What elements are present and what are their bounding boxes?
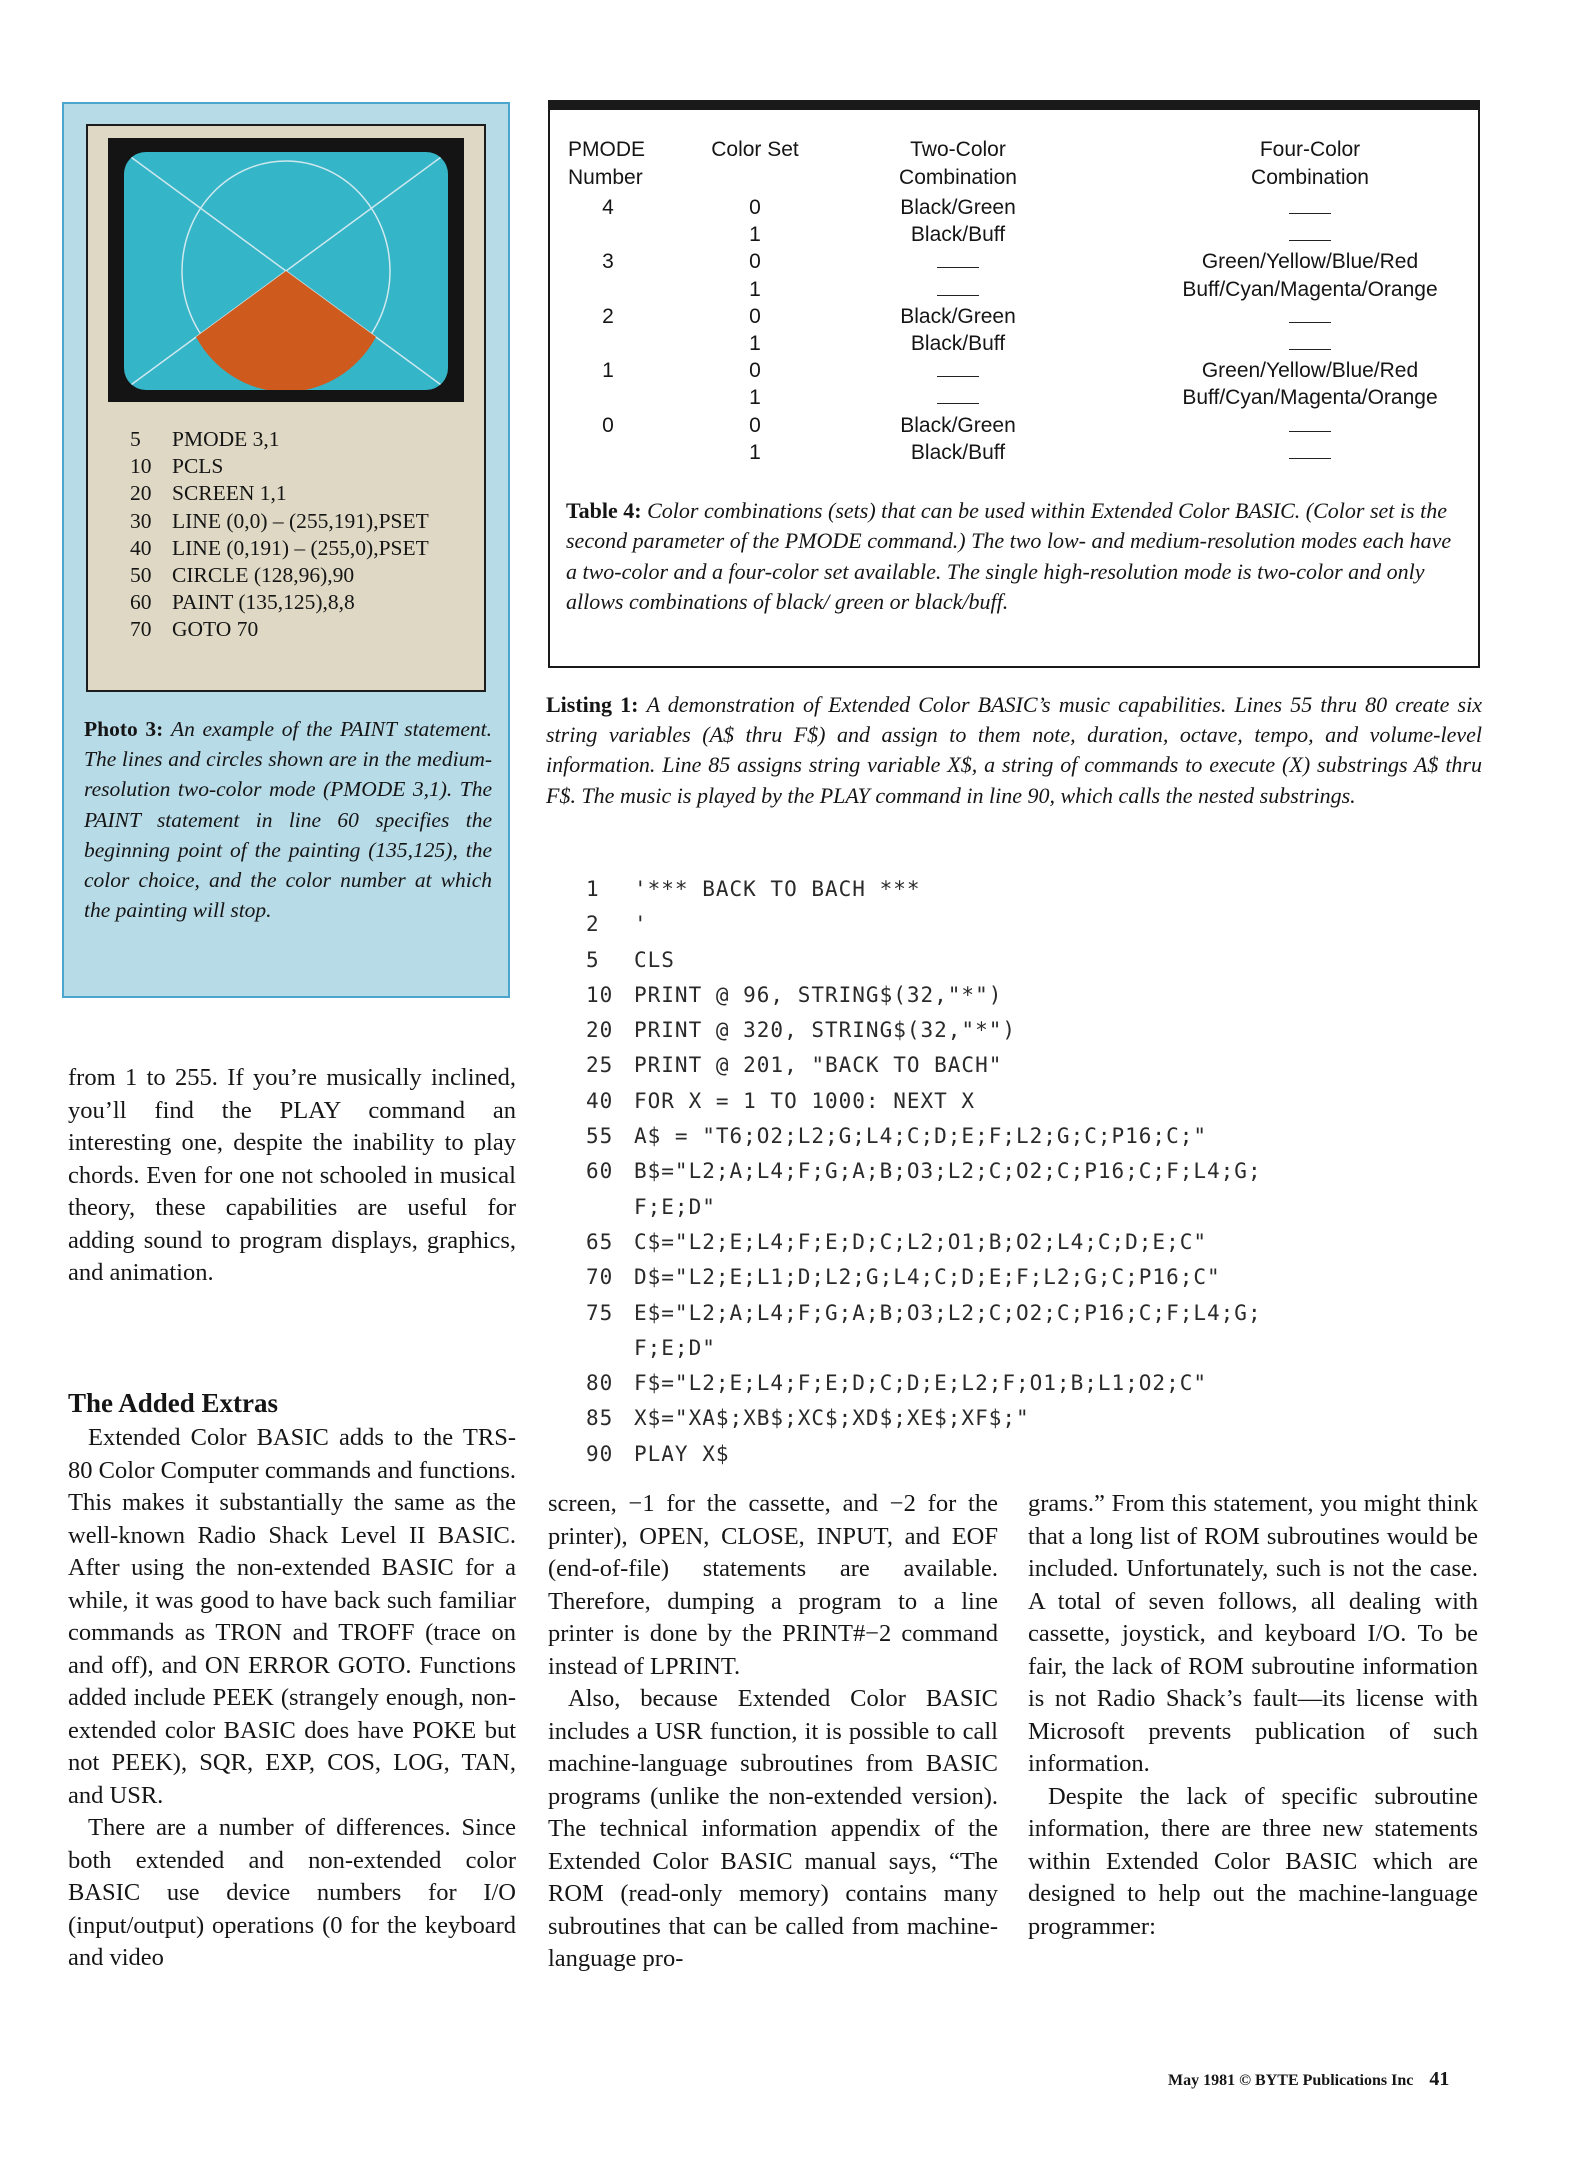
listing-line (130, 508, 429, 535)
listing-line (130, 535, 429, 562)
code-line (586, 1190, 1262, 1225)
column-1-intro (68, 1062, 516, 1290)
code-line-text: E$="L2;A;L4;F;G;A;B;O3;L2;C;O2;C;P16;C;F;L4;G; (634, 1300, 1262, 1325)
paragraph: screen, −1 for the cassette, and −2 for the printer), OPEN, CLOSE, INPUT, and EOF (end-of-file) statements are available. Therefore, dumping a program to a line printer is done by the PRINT#−2 command instead of LPRINT. (548, 1490, 998, 1680)
paragraph: Despite the lack of specific subroutine information, there are three new statements within Extended Color BASIC which are designed to help out the machine-language programmer: (1028, 1782, 1478, 1940)
crt-screen (124, 152, 448, 390)
empty-dash (1289, 335, 1331, 350)
listing-line (130, 589, 429, 616)
header-four-line1: Four-Color (1259, 138, 1361, 161)
code-line-number: 85 (586, 1406, 614, 1431)
cell-two-color (828, 276, 1088, 303)
listing-line (130, 616, 429, 643)
code-line-text: '*** BACK TO BACH *** (634, 877, 921, 901)
code-line (586, 1084, 1262, 1119)
header-pmode-line1: PMODE (568, 138, 646, 161)
header-four-color (1160, 136, 1460, 192)
listing-1-code (586, 872, 1262, 1472)
line-number: 30 (130, 508, 152, 533)
code-line-text: FOR X = 1 TO 1000: NEXT X (634, 1088, 976, 1113)
code-line-number: 70 (586, 1265, 614, 1290)
paragraph: from 1 to 255. If you’re musically inclined, you’ll find the PLAY command an interesting one, despite the inability to play chords. Even for one not schooled in musical theory, these capabilities are useful for adding sound to program displays, graphics, and animation. (68, 1064, 516, 1286)
header-pmode-line2: Number (568, 166, 643, 189)
code-line-number: 1 (586, 877, 600, 901)
cell-four-color (1160, 194, 1460, 221)
page-footer (1168, 2068, 1449, 2091)
cell-four-color: Buff/Cyan/Magenta/Orange (1182, 277, 1438, 301)
column-1-body (68, 1422, 516, 1975)
cell-two-color (828, 248, 1088, 275)
photo-3-caption (84, 714, 492, 925)
code-line (586, 907, 1262, 942)
code-line-text: B$="L2;A;L4;F;G;A;B;O3;L2;C;O2;C;P16;C;F;L4;G; (634, 1159, 1262, 1184)
code-line-number (586, 1190, 634, 1225)
code-line-number: 65 (586, 1229, 614, 1254)
crt-monitor (108, 138, 464, 402)
empty-dash (937, 362, 979, 377)
code-line-text: F;E;D" (634, 1194, 716, 1219)
section-heading: The Added Extras (68, 1388, 279, 1418)
code-line-number: 75 (586, 1300, 614, 1325)
cell-colorset: 1 (749, 223, 761, 247)
cell-four-color (1160, 303, 1460, 330)
code-line (586, 978, 1262, 1013)
empty-dash (937, 389, 979, 404)
empty-dash (937, 281, 979, 296)
code-line-text: ' (634, 912, 648, 937)
line-number: 5 (130, 427, 141, 451)
code-line (586, 1013, 1262, 1048)
code-line (586, 1154, 1262, 1189)
line-code: LINE (0,191) – (255,0),PSET (172, 535, 429, 560)
cell-pmode: 4 (602, 196, 614, 219)
code-line (586, 1437, 1262, 1472)
code-line-text: PLAY X$ (634, 1441, 730, 1466)
empty-dash (1289, 226, 1331, 241)
code-line-number: 25 (586, 1053, 614, 1078)
code-line-number: 60 (586, 1159, 614, 1184)
header-four-line2: Combination (1251, 166, 1369, 189)
paragraph: Also, because Extended Color BASIC includes a USR function, it is possible to call machine-language subroutines from BASIC programs (unlike the non-extended version). The technical information appendix of the Extended Color BASIC manual says, “The ROM (read-only memory) contains many subroutines that can be called from machine-language pro- (548, 1685, 998, 1972)
listing-line (130, 562, 429, 589)
code-line-text: PRINT @ 201, "BACK TO BACH" (634, 1053, 1003, 1078)
listing-line (130, 453, 429, 480)
cell-two-color: Black/Buff (910, 223, 1006, 247)
cell-pmode: 3 (602, 250, 614, 274)
code-line-text: F;E;D" (634, 1335, 716, 1360)
empty-dash (1289, 199, 1331, 214)
header-two-line1: Two-Color (910, 138, 1006, 161)
cell-colorset: 1 (749, 332, 761, 355)
line-number: 20 (130, 481, 152, 506)
line-code: LINE (0,0) – (255,191),PSET (172, 508, 429, 533)
paint-demo-graphic (124, 152, 448, 390)
table-caption-text: Color combinations (sets) that can be used within Extended Color BASIC. (Color set is the second parameter of the PMODE command.) The two low- and medium-resolution modes each have a two-color and a four-color set available. The single high-resolution mode is two-color and only allows combinations of black/ green or black/buff. (566, 498, 1452, 615)
cell-four-color: Green/Yellow/Blue/Red (1201, 250, 1419, 274)
line-code: PAINT (135,125),8,8 (172, 590, 355, 615)
line-number: 10 (130, 454, 152, 479)
code-line (586, 1401, 1262, 1436)
table-caption-label: Table 4: (566, 498, 642, 523)
cell-two-color: Black/Green (900, 196, 1016, 219)
footer-credit: May 1981 © BYTE Publications Inc (1168, 2072, 1414, 2089)
photo-3-listing (130, 426, 429, 644)
line-number: 40 (130, 535, 152, 560)
cell-colorset: 0 (749, 413, 761, 437)
code-line-number: 5 (586, 947, 600, 972)
cell-two-color: Black/Green (900, 413, 1016, 437)
line-code: SCREEN 1,1 (172, 481, 287, 506)
paragraph: Extended Color BASIC adds to the TRS-80 Color Computer commands and functions. This makes it substantially the same as the well-known Radio Shack Level II BASIC. After using the non-extended BASIC for a while, it was good to have back such familiar commands as TRON and TROFF (trace on and off), and ON ERROR GOTO. Functions added include PEEK (strangely enough, non-extended color BASIC does have POKE but not PEEK), SQR, EXP, COS, LOG, TAN, and USR. (68, 1424, 516, 1809)
cell-pmode: 2 (602, 304, 614, 328)
code-line-number (586, 1331, 634, 1366)
cell-colorset: 1 (749, 277, 761, 301)
cell-four-color: Buff/Cyan/Magenta/Orange (1182, 386, 1438, 410)
code-line-text: C$="L2;E;L4;F;E;D;C;L2;O1;B;O2;L4;C;D;E;C" (634, 1229, 1208, 1254)
code-line-text: D$="L2;E;L1;D;L2;G;L4;C;D;E;F;L2;G;C;P16;C" (634, 1265, 1221, 1290)
listing-caption-text: A demonstration of Extended Color BASIC’s music capabilities. Lines 55 thru 80 create six string variables (A$ thru F$) and assign to them note, duration, octave, tempo, and volume-level information. Line 85 assigns string variable X$, a string of commands to execute (X) substrings A$ thru F$. The music is played by the PLAY command in line 90, which calls the nested substrings. (546, 692, 1482, 808)
listing-caption-label: Listing 1: (546, 692, 639, 717)
empty-dash (1289, 417, 1331, 432)
line-code: CIRCLE (128,96),90 (172, 563, 355, 588)
code-line (586, 1048, 1262, 1083)
code-line (586, 1296, 1262, 1331)
empty-dash (1289, 444, 1331, 459)
code-line-text: A$ = "T6;O2;L2;G;L4;C;D;E;F;L2;G;C;P16;C;" (634, 1124, 1208, 1149)
cell-pmode: 0 (602, 413, 614, 437)
code-line-number: 2 (586, 912, 600, 937)
cell-pmode: 1 (602, 359, 614, 383)
line-number: 50 (130, 563, 152, 588)
cell-two-color: Black/Buff (910, 440, 1006, 464)
cell-colorset: 0 (749, 250, 761, 274)
code-line-number: 10 (586, 982, 614, 1007)
code-line (586, 1331, 1262, 1366)
code-line (586, 1260, 1262, 1295)
cell-colorset: 0 (749, 304, 761, 328)
line-code: GOTO 70 (172, 617, 259, 642)
header-two-line2: Combination (899, 166, 1017, 189)
cell-colorset: 0 (749, 196, 761, 219)
listing-line (130, 426, 429, 453)
code-line-number: 90 (586, 1441, 614, 1466)
code-line-number: 40 (586, 1088, 614, 1113)
photo-caption-text: An example of the PAINT statement. The lines and circles shown are in the medium-resolution two-color mode (PMODE 3,1). The PAINT statement in line 60 specifies the beginning point of the painting (135,125), the color choice, and the color number at which the painting will stop. (84, 717, 492, 923)
cell-two-color (828, 384, 1088, 411)
code-line (586, 1225, 1262, 1260)
table-4 (548, 100, 1480, 668)
code-line-text: PRINT @ 320, STRING$(32,"*") (634, 1018, 1017, 1043)
code-line (586, 943, 1262, 978)
table-4-caption (566, 496, 1462, 618)
cell-four-color: Green/Yellow/Blue/Red (1201, 359, 1419, 383)
code-line-number: 80 (586, 1371, 614, 1396)
empty-dash (937, 253, 979, 268)
code-line-text: F$="L2;E;L4;F;E;D;C;D;E;L2;F;O1;B;L1;O2;C" (634, 1371, 1208, 1396)
code-line-number: 55 (586, 1124, 614, 1149)
column-2-body (548, 1488, 998, 1976)
line-number: 60 (130, 590, 152, 615)
code-line (586, 1366, 1262, 1401)
cell-four-color (1160, 439, 1460, 466)
line-number: 70 (130, 617, 152, 642)
header-two-color (828, 136, 1088, 192)
code-line (586, 872, 1262, 907)
paragraph: grams.” From this statement, you might think that a long list of ROM subroutines would be included. Unfortunately, such is not the case. A total of seven follows, all dealing with cassette, joystick, and keyboard I/O. To be fair, the lack of ROM subroutine information is not Radio Shack’s fault—its license with Microsoft prevents publication of such information. (1028, 1490, 1478, 1777)
page-number: 41 (1429, 2068, 1450, 2090)
listing-1-caption (546, 690, 1482, 811)
paragraph: There are a number of differences. Since both extended and non-extended color BASIC use device numbers for I/O (input/output) operations (0 for the keyboard and video (68, 1814, 516, 1971)
cell-colorset: 1 (749, 386, 761, 410)
cell-four-color (1160, 330, 1460, 357)
code-line-text: PRINT @ 96, STRING$(32,"*") (634, 982, 1003, 1007)
cell-two-color: Black/Buff (910, 332, 1006, 355)
header-colorset (680, 136, 830, 164)
header-pmode (568, 136, 648, 192)
code-line-text: X$="XA$;XB$;XC$;XD$;XE$;XF$;" (634, 1406, 1030, 1431)
listing-line (130, 480, 429, 507)
cell-colorset: 0 (749, 359, 761, 383)
column-3-body (1028, 1488, 1478, 1943)
photo-caption-label: Photo 3: (84, 717, 164, 741)
photo-3-box (62, 102, 510, 998)
cell-four-color (1160, 412, 1460, 439)
code-line-number: 20 (586, 1018, 614, 1043)
photo-3-image-frame (86, 124, 486, 692)
cell-four-color (1160, 221, 1460, 248)
line-code: PMODE 3,1 (172, 427, 280, 451)
code-line (586, 1119, 1262, 1154)
cell-two-color: Black/Green (900, 304, 1016, 328)
code-line-text: CLS (634, 947, 675, 972)
empty-dash (1289, 308, 1331, 323)
cell-two-color (828, 357, 1088, 384)
cell-colorset: 1 (749, 440, 761, 464)
line-code: PCLS (172, 454, 224, 479)
header-colorset-label: Color Set (711, 138, 799, 161)
